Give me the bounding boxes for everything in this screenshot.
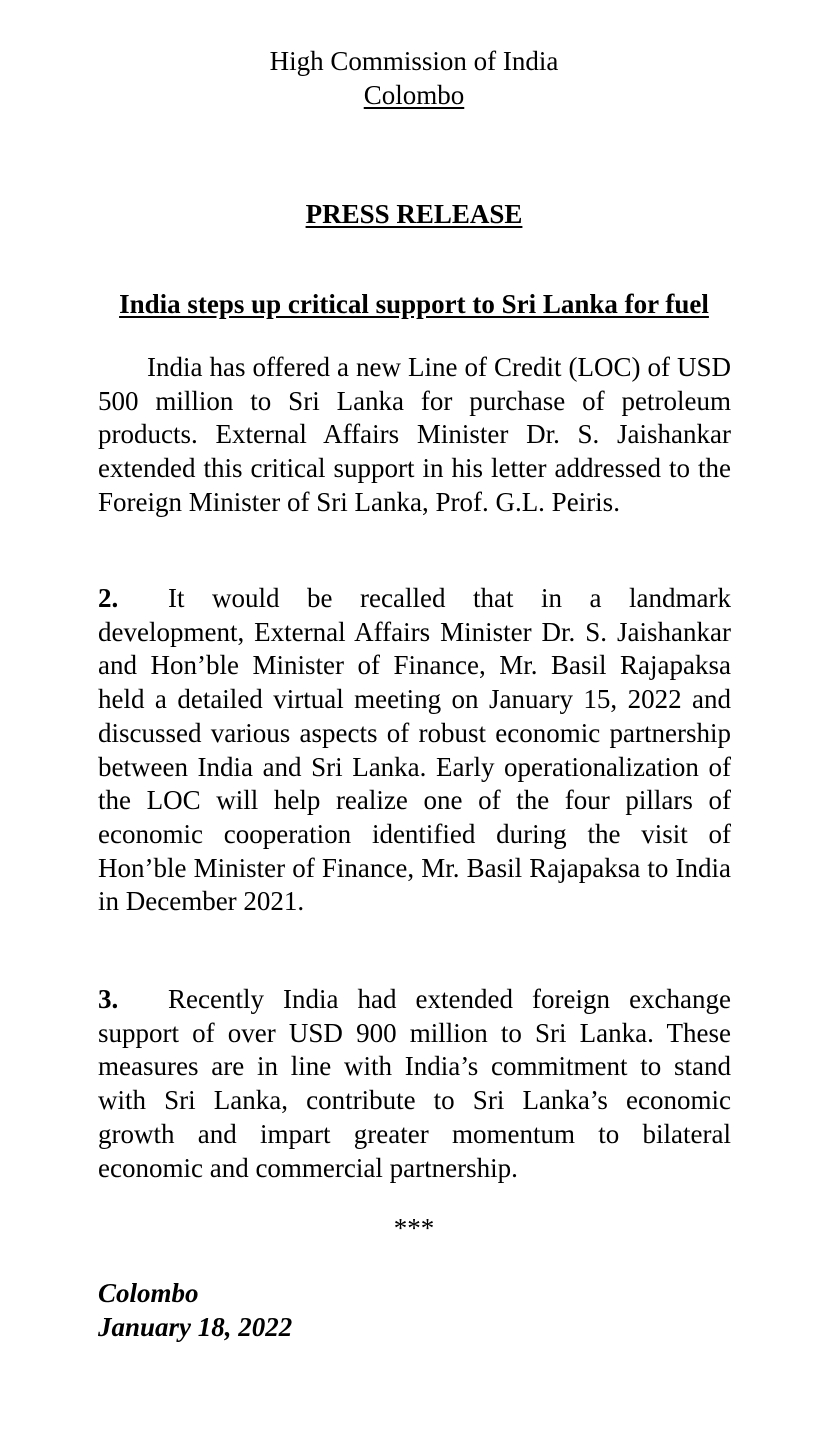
paragraph-2-text: It would be recalled that in a landmark development, External Affairs Minister Dr. S. Jaishankar and Hon’ble Minister of Finance, Mr. Basil Rajapaksa held a detailed virtual meeting on January 15, 2022 and discussed various aspects of robust economic partnership between India and Sri Lanka. Early operationalization of the LOC will help realize one of the four pillars of economic cooperation identified during the visit of Hon’ble Minister of Finance, Mr. Basil Rajapaksa to India in December 2021. bbox=[98, 583, 731, 917]
press-release-label: PRESS RELEASE bbox=[305, 199, 523, 229]
footer-date: January 18, 2022 bbox=[98, 1312, 293, 1342]
paragraph-3 bbox=[98, 983, 731, 1185]
paragraph-1-text: India has offered a new Line of Credit (LOC) of USD 500 million to Sri Lanka for purchase of petroleum products. External Affairs Minister Dr. S. Jaishankar extended this critical support in his letter addressed to the Foreign Minister of Sri Lanka, Prof. G.L. Peiris. bbox=[98, 352, 731, 517]
letterhead-city: Colombo bbox=[363, 80, 465, 110]
signature-block bbox=[98, 1276, 292, 1344]
footer-place: Colombo bbox=[98, 1278, 199, 1308]
paragraph-2-number: 2. bbox=[98, 583, 119, 613]
release-headline: India steps up critical support to Sri Lanka for fuel bbox=[119, 289, 709, 319]
section-separator: *** bbox=[393, 1213, 435, 1243]
paragraph-2 bbox=[98, 582, 731, 919]
letterhead bbox=[0, 44, 828, 112]
paragraph-3-number: 3. bbox=[98, 984, 119, 1014]
paragraph-3-text: Recently India had extended foreign exchange support of over USD 900 million to Sri Lanka. These measures are in line with India’s commitment to stand with Sri Lanka, contribute to Sri Lanka’s economic growth and impart greater momentum to bilateral economic and commercial partnership. bbox=[98, 984, 731, 1183]
paragraph-1 bbox=[98, 351, 731, 520]
letterhead-org: High Commission of India bbox=[269, 46, 559, 76]
